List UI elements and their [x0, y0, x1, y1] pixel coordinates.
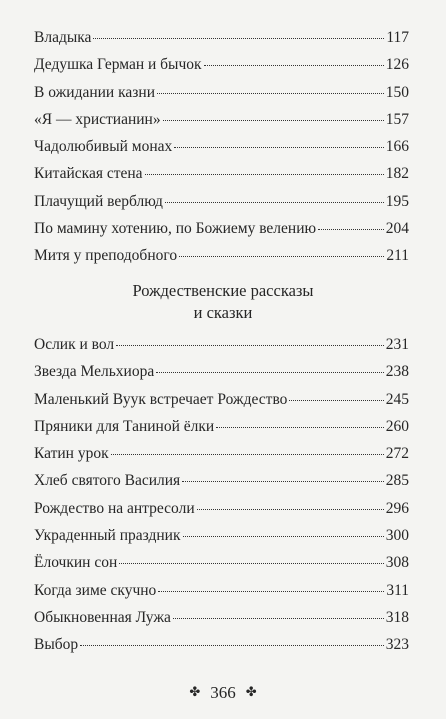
toc-entry-title: Звезда Мельхиора — [34, 363, 155, 381]
toc-entry-page: 182 — [385, 165, 409, 183]
toc-entry — [34, 331, 409, 358]
toc-leader-dots — [197, 509, 384, 510]
toc-entry-page: 260 — [385, 417, 409, 435]
toc-entry — [34, 358, 409, 385]
toc-leader-dots — [145, 174, 384, 175]
toc-leader-dots — [173, 618, 384, 619]
toc-entry-title: В ожидании казни — [34, 83, 155, 101]
toc-entry-title: Маленький Вуук встречает Рождество — [34, 390, 288, 408]
toc-entry-title: Катин урок — [34, 445, 109, 463]
toc-list-first — [34, 24, 409, 270]
toc-entry — [34, 106, 409, 133]
toc-leader-dots — [163, 120, 384, 121]
toc-entry-title: Хлеб святого Василия — [34, 472, 181, 490]
toc-leader-dots — [157, 93, 384, 94]
toc-entry — [34, 440, 409, 467]
toc-leader-dots — [165, 202, 384, 203]
toc-entry — [34, 24, 409, 51]
toc-leader-dots — [182, 481, 384, 482]
toc-entry — [34, 522, 409, 549]
toc-leader-dots — [116, 345, 384, 346]
page-folio — [0, 680, 446, 705]
toc-entry-page: 272 — [385, 445, 409, 463]
toc-entry-title: Владыка — [34, 29, 92, 46]
ornament-right-icon: ✤ — [245, 684, 257, 699]
toc-leader-dots — [111, 454, 384, 455]
toc-leader-dots — [289, 400, 383, 401]
toc-entry — [34, 160, 409, 187]
toc-entry-page: 238 — [385, 363, 409, 381]
toc-leader-dots — [318, 229, 384, 230]
ornament-left-icon: ✤ — [189, 684, 201, 699]
toc-entry-page: 166 — [385, 138, 409, 156]
toc-leader-dots — [119, 563, 383, 564]
toc-entry-page: 308 — [385, 554, 409, 572]
toc-list-second — [34, 331, 409, 659]
section-heading — [0, 280, 446, 324]
toc-entry-page: 157 — [385, 110, 409, 128]
toc-entry — [34, 215, 409, 242]
toc-entry-title: «Я — христианин» — [34, 110, 161, 128]
toc-entry-page: 296 — [385, 499, 409, 517]
toc-entry-title: Пряники для Таниной ёлки — [34, 417, 215, 435]
toc-leader-dots — [179, 256, 384, 257]
toc-entry — [34, 413, 409, 440]
toc-entry-title: Ослик и вол — [34, 336, 115, 353]
toc-entry-page: 300 — [385, 527, 409, 545]
toc-entry-page: 150 — [385, 83, 409, 101]
toc-entry — [34, 577, 409, 604]
section-heading-line-2: и сказки — [193, 303, 253, 322]
toc-entry-title: Ёлочкин сон — [34, 554, 118, 572]
toc-entry — [34, 51, 409, 78]
toc-entry-page: 211 — [386, 247, 409, 265]
toc-entry-page: 117 — [386, 29, 409, 46]
toc-entry-page: 318 — [385, 608, 409, 626]
toc-leader-dots — [156, 372, 384, 373]
toc-entry — [34, 495, 409, 522]
section-heading-line-1: Рождественские рассказы — [132, 281, 314, 300]
toc-entry-title: Рождество на антресоли — [34, 499, 195, 517]
toc-leader-dots — [174, 147, 383, 148]
toc-entry-title: Чадолюбивый монах — [34, 138, 173, 156]
toc-entry — [34, 467, 409, 494]
toc-entry — [34, 631, 409, 658]
toc-entry — [34, 133, 409, 160]
toc-entry — [34, 604, 409, 631]
toc-leader-dots — [80, 645, 384, 646]
page-number: 366 — [210, 683, 236, 702]
toc-leader-dots — [93, 38, 384, 39]
toc-leader-dots — [204, 65, 384, 66]
toc-entry — [34, 79, 409, 106]
toc-entry — [34, 386, 409, 413]
toc-entry-title: Когда зиме скучно — [34, 581, 157, 599]
toc-leader-dots — [183, 536, 384, 537]
toc-entry-title: Обыкновенная Лужа — [34, 608, 171, 626]
toc-entry-title: Плачущий верблюд — [34, 192, 163, 210]
toc-entry — [34, 549, 409, 576]
toc-entry-page: 285 — [385, 472, 409, 490]
toc-entry-title: Выбор — [34, 636, 79, 654]
toc-entry-title: По мамину хотению, по Божиему велению — [34, 220, 317, 238]
toc-entry-page: 311 — [386, 581, 409, 599]
toc-leader-dots — [158, 591, 384, 592]
toc-entry — [34, 242, 409, 269]
toc-entry-page: 323 — [385, 636, 409, 654]
toc-entry-page: 195 — [385, 192, 409, 210]
toc-entry-title: Украденный праздник — [34, 527, 181, 545]
toc-entry-title: Китайская стена — [34, 165, 143, 183]
toc-entry-page: 231 — [385, 336, 409, 353]
toc-entry — [34, 188, 409, 215]
toc-entry-page: 245 — [385, 390, 409, 408]
toc-leader-dots — [216, 427, 384, 428]
toc-entry-title: Митя у преподобного — [34, 247, 178, 265]
toc-entry-page: 126 — [385, 56, 409, 74]
toc-entry-title: Дедушка Герман и бычок — [34, 56, 202, 74]
toc-entry-page: 204 — [385, 220, 409, 238]
